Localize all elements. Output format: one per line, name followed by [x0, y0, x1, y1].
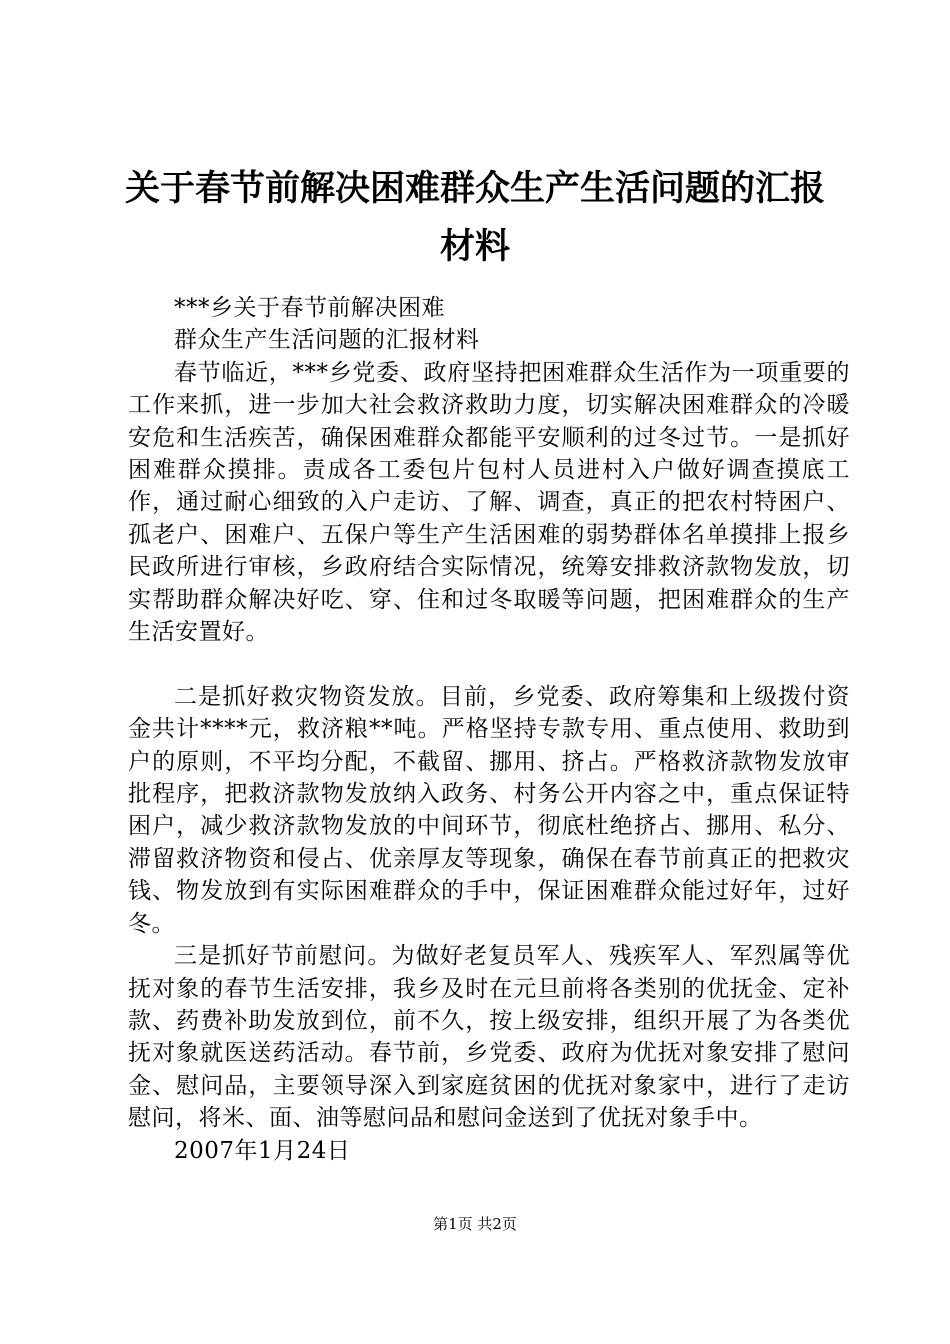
document-body — [128, 292, 850, 1167]
paragraph-1: 春节临近，***乡党委、政府坚持把困难群众生活作为一项重要的工作来抓，进一步加大社会救济救助力度，切实解决困难群众的冷暖安危和生活疾苦，确保困难群众都能平安顺利的过冬过节。一是抓好困难群众摸排。责成各工委包片包村人员进村入户做好调查摸底工作，通过耐心细致的入户走访、了解、调查，真正的把农村特困户、孤老户、困难户、五保户等生产生活困难的弱势群体名单摸排上报乡民政所进行审核，乡政府结合实际情况，统筹安排救济款物发放，切实帮助群众解决好吃、穿、住和过冬取暖等问题，把困难群众的生产生活安置好。 — [128, 359, 850, 646]
subtitle-line-2: 群众生产生活问题的汇报材料 — [174, 327, 480, 354]
paragraph-3: 三是抓好节前慰问。为做好老复员军人、残疾军人、军烈属等优抚对象的春节生活安排，我乡及时在元旦前将各类别的优抚金、定补款、药费补助发放到位，前不久，按上级安排，组织开展了为各类优抚对象就医送药活动。春节前，乡党委、政府为优抚对象安排了慰问金、慰问品，主要领导深入到家庭贫困的优抚对象家中，进行了走访慰问，将米、面、油等慰问品和慰问金送到了优抚对象手中。 — [128, 943, 850, 1132]
paragraph-2: 二是抓好救灾物资发放。目前，乡党委、政府筹集和上级拨付资金共计****元，救济粮**吨。严格坚持专款专用、重点使用、救助到户的原则，不平均分配，不截留、挪用、挤占。严格救济款物发放审批程序，把救济款物发放纳入政务、村务公开内容之中，重点保证特困户，减少救济款物发放的中间环节，彻底杜绝挤占、挪用、私分、滞留救济物资和侵占、优亲厚友等现象，确保在春节前真正的把救灾钱、物发放到有实际困难群众的手中，保证困难群众能过好年，过好冬。 — [128, 683, 850, 937]
subtitle-line-1: ***乡关于春节前解决困难 — [174, 295, 445, 321]
page-footer: 第1页 共2页 — [433, 1215, 517, 1233]
document-title: 关于春节前解决困难群众生产生活问题的汇报材料 — [124, 169, 825, 267]
document-date: 2007年1月24日 — [174, 1137, 351, 1164]
paragraph-spacer — [128, 648, 850, 680]
